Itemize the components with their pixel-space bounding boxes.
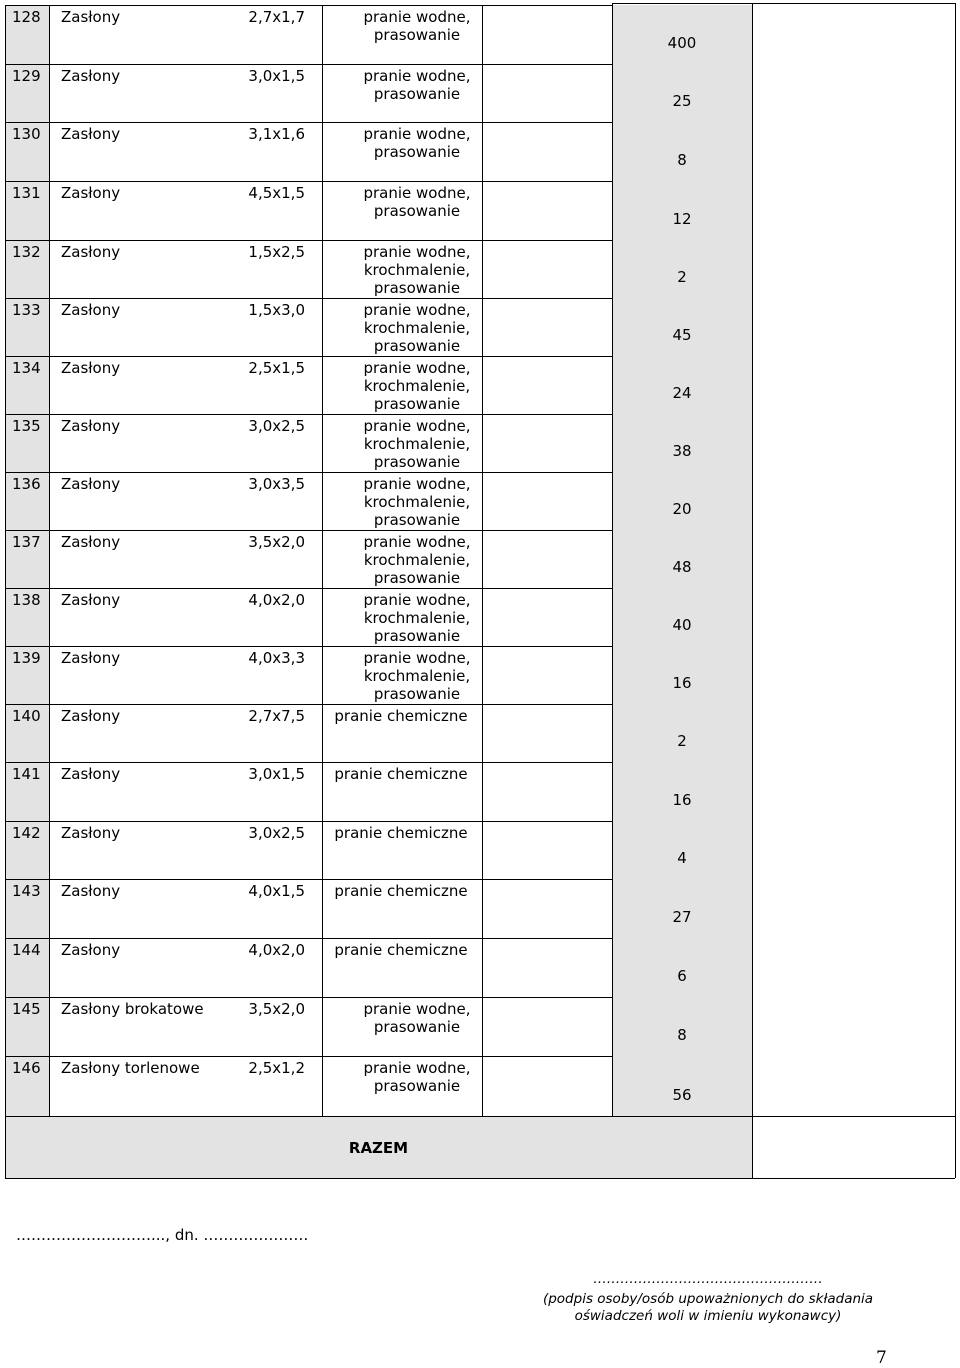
item-size: 3,5x2,0	[248, 1000, 305, 1018]
service-line: prasowanie	[373, 395, 461, 413]
service-line: prasowanie	[373, 143, 461, 161]
item-name: Zasłony	[61, 359, 121, 377]
item-quantity: 16	[672, 791, 692, 809]
table-row-divider	[5, 997, 612, 998]
item-name: Zasłony	[61, 243, 121, 261]
service-line: pranie chemiczne	[334, 941, 468, 959]
row-number: 130	[12, 125, 41, 143]
service-line: pranie wodne,	[363, 1059, 471, 1077]
service-line: krochmalenie,	[363, 667, 471, 685]
item-quantity: 8	[677, 151, 687, 169]
item-name: Zasłony	[61, 707, 121, 725]
total-label: RAZEM	[348, 1139, 409, 1157]
row-number: 128	[12, 8, 41, 26]
service-line: pranie wodne,	[363, 475, 471, 493]
service-line: prasowanie	[373, 1077, 461, 1095]
item-size: 1,5x3,0	[248, 301, 305, 319]
service-line: pranie chemiczne	[334, 882, 468, 900]
item-name: Zasłony	[61, 591, 121, 609]
item-quantity: 4	[677, 849, 687, 867]
item-quantity: 400	[667, 34, 697, 52]
service-line: prasowanie	[373, 627, 461, 645]
item-name: Zasłony torlenowe	[61, 1059, 200, 1077]
service-line: prasowanie	[373, 202, 461, 220]
item-size: 3,0x2,5	[248, 824, 305, 842]
service-line: prasowanie	[373, 685, 461, 703]
item-size: 4,0x2,0	[248, 941, 305, 959]
row-number: 129	[12, 67, 41, 85]
item-size: 2,5x1,5	[248, 359, 305, 377]
item-quantity: 12	[672, 210, 692, 228]
place-date-line: ………………………..., dn. …………………	[16, 1226, 309, 1244]
total-value-field[interactable]	[753, 1116, 955, 1178]
item-name: Zasłony	[61, 301, 121, 319]
service-line: krochmalenie,	[363, 551, 471, 569]
table-row-divider	[5, 5, 612, 6]
service-line: krochmalenie,	[363, 377, 471, 395]
table-row-divider	[5, 64, 612, 65]
row-number: 140	[12, 707, 41, 725]
service-line: krochmalenie,	[363, 609, 471, 627]
row-number: 131	[12, 184, 41, 202]
item-size: 4,0x3,3	[248, 649, 305, 667]
table-row-divider	[5, 240, 612, 241]
row-number: 137	[12, 533, 41, 551]
service-line: krochmalenie,	[363, 319, 471, 337]
item-size: 3,1x1,6	[248, 125, 305, 143]
table-row-divider	[5, 879, 612, 880]
item-quantity: 2	[677, 732, 687, 750]
service-line: prasowanie	[373, 337, 461, 355]
table-row-divider	[5, 762, 612, 763]
service-line: prasowanie	[373, 1018, 461, 1036]
service-line: pranie wodne,	[363, 243, 471, 261]
table-row-divider	[5, 181, 612, 182]
service-line: pranie chemiczne	[334, 707, 468, 725]
service-line: pranie wodne,	[363, 184, 471, 202]
service-line: pranie wodne,	[363, 649, 471, 667]
item-quantity: 25	[672, 92, 692, 110]
row-number: 143	[12, 882, 41, 900]
signature-caption-line1: (podpis osoby/osób upoważnionych do składania	[542, 1291, 874, 1307]
item-quantity: 8	[677, 1026, 687, 1044]
item-name: Zasłony	[61, 941, 121, 959]
item-name: Zasłony	[61, 824, 121, 842]
row-number: 141	[12, 765, 41, 783]
item-size: 2,7x1,7	[248, 8, 305, 26]
item-quantity: 6	[677, 967, 687, 985]
item-quantity: 56	[672, 1086, 692, 1104]
signature-caption-line2: oświadczeń woli w imieniu wykonawcy)	[574, 1308, 842, 1324]
service-line: pranie wodne,	[363, 359, 471, 377]
item-quantity: 24	[672, 384, 692, 402]
table-top-border	[612, 3, 955, 4]
item-size: 4,0x1,5	[248, 882, 305, 900]
service-line: pranie wodne,	[363, 1000, 471, 1018]
table-bottom-border	[5, 1178, 955, 1179]
item-size: 3,5x2,0	[248, 533, 305, 551]
table-row-divider	[5, 122, 612, 123]
item-name: Zasłony	[61, 8, 121, 26]
table-column-divider	[49, 5, 50, 1116]
item-name: Zasłony brokatowe	[61, 1000, 204, 1018]
service-line: prasowanie	[373, 569, 461, 587]
item-quantity: 27	[672, 908, 692, 926]
table-row-divider	[5, 1056, 612, 1057]
service-line: pranie wodne,	[363, 533, 471, 551]
row-number: 144	[12, 941, 41, 959]
service-line: pranie chemiczne	[334, 824, 468, 842]
service-line: pranie wodne,	[363, 125, 471, 143]
table-column-divider	[322, 5, 323, 1116]
row-number: 138	[12, 591, 41, 609]
row-number: 146	[12, 1059, 41, 1077]
table-row-divider	[5, 530, 612, 531]
item-quantity: 48	[672, 558, 692, 576]
signature-dots: ……………………………………………	[593, 1271, 823, 1287]
item-quantity: 45	[672, 326, 692, 344]
item-quantity: 2	[677, 268, 687, 286]
service-line: krochmalenie,	[363, 261, 471, 279]
table-row-divider	[5, 646, 612, 647]
page-number: 7	[876, 1348, 887, 1368]
item-quantity: 16	[672, 674, 692, 692]
table-column-divider	[752, 3, 753, 1178]
row-number: 136	[12, 475, 41, 493]
table-row-divider	[5, 472, 612, 473]
item-name: Zasłony	[61, 184, 121, 202]
table-row-divider	[5, 588, 612, 589]
item-quantity: 40	[672, 616, 692, 634]
service-line: pranie wodne,	[363, 591, 471, 609]
item-name: Zasłony	[61, 649, 121, 667]
row-number: 135	[12, 417, 41, 435]
service-line: prasowanie	[373, 279, 461, 297]
row-number: 132	[12, 243, 41, 261]
item-size: 3,0x1,5	[248, 765, 305, 783]
table-row-divider	[5, 938, 612, 939]
service-line: pranie chemiczne	[334, 765, 468, 783]
item-size: 4,5x1,5	[248, 184, 305, 202]
item-name: Zasłony	[61, 125, 121, 143]
table-row-divider	[5, 704, 612, 705]
item-name: Zasłony	[61, 533, 121, 551]
item-size: 3,0x1,5	[248, 67, 305, 85]
item-name: Zasłony	[61, 67, 121, 85]
service-line: prasowanie	[373, 85, 461, 103]
item-name: Zasłony	[61, 765, 121, 783]
table-column-divider	[955, 3, 956, 1178]
item-quantity: 20	[672, 500, 692, 518]
service-line: prasowanie	[373, 453, 461, 471]
row-number: 133	[12, 301, 41, 319]
service-line: pranie wodne,	[363, 67, 471, 85]
row-number: 134	[12, 359, 41, 377]
item-size: 4,0x2,0	[248, 591, 305, 609]
item-size: 3,0x2,5	[248, 417, 305, 435]
service-line: pranie wodne,	[363, 417, 471, 435]
table-row-divider	[5, 414, 612, 415]
item-name: Zasłony	[61, 475, 121, 493]
item-quantity: 38	[672, 442, 692, 460]
table-row-divider	[5, 356, 612, 357]
item-size: 2,7x7,5	[248, 707, 305, 725]
item-name: Zasłony	[61, 417, 121, 435]
row-number: 142	[12, 824, 41, 842]
item-size: 3,0x3,5	[248, 475, 305, 493]
service-line: prasowanie	[373, 26, 461, 44]
row-number: 139	[12, 649, 41, 667]
service-line: pranie wodne,	[363, 301, 471, 319]
service-line: pranie wodne,	[363, 8, 471, 26]
service-line: krochmalenie,	[363, 493, 471, 511]
service-line: prasowanie	[373, 511, 461, 529]
table-row-divider	[5, 298, 612, 299]
item-size: 2,5x1,2	[248, 1059, 305, 1077]
table-row-divider	[5, 821, 612, 822]
service-line: krochmalenie,	[363, 435, 471, 453]
item-name: Zasłony	[61, 882, 121, 900]
item-size: 1,5x2,5	[248, 243, 305, 261]
row-number: 145	[12, 1000, 41, 1018]
